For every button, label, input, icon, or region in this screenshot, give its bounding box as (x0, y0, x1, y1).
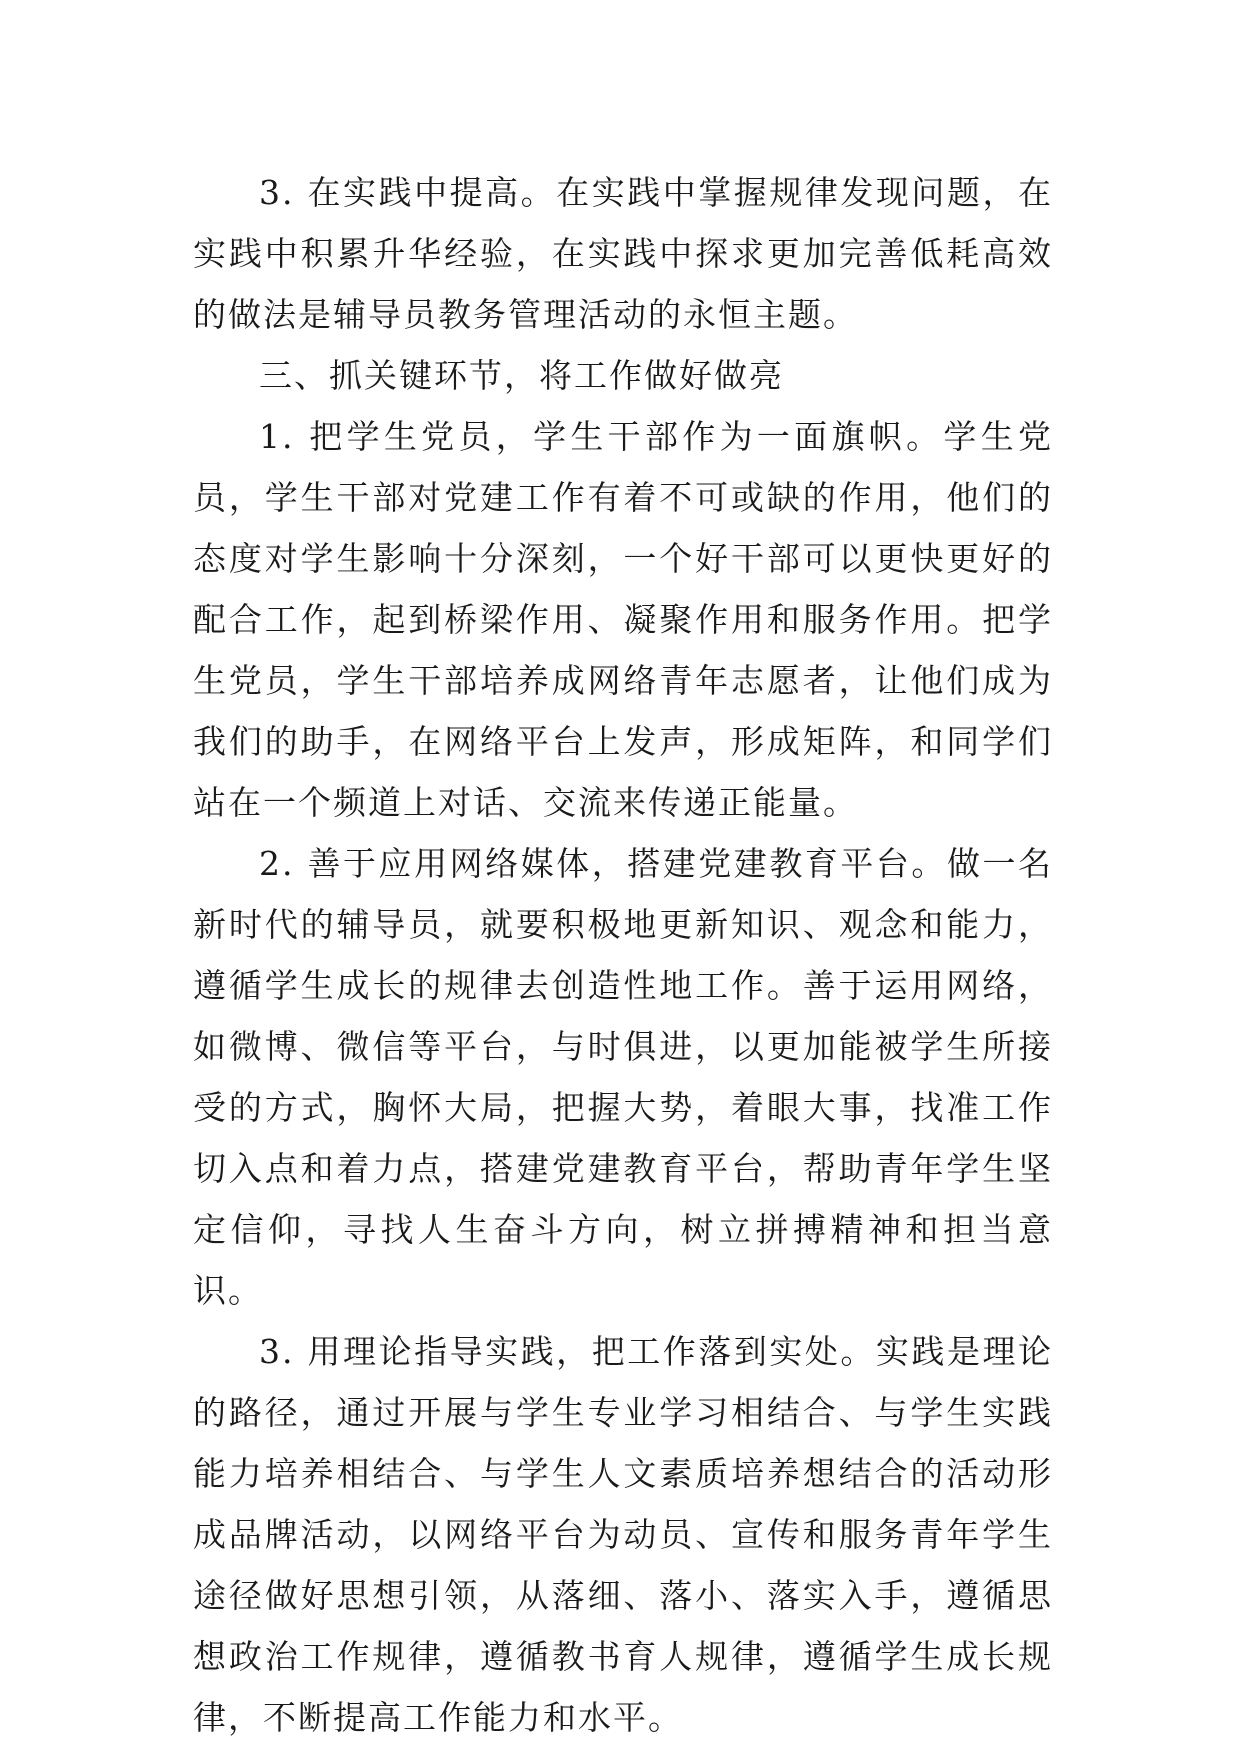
section-heading-key-links: 三、抓关键环节，将工作做好做亮 (259, 356, 784, 395)
paragraph-student-leaders: 1. 把学生党员，学生干部作为一面旗帜。学生党员，学生干部对党建工作有着不可或缺的作用，他们的态度对学生影响十分深刻，一个好干部可以更快更好的配合工作，起到桥梁作用、凝聚作用和服务作用。把学生党员，学生干部培养成网络青年志愿者，让他们成为我们的助手，在网络平台上发声，形成矩阵，和同学们站在一个频道上对话、交流来传递正能量。 (193, 417, 1053, 822)
document-body (193, 162, 1053, 1748)
paragraph-theory-practice: 3. 用理论指导实践，把工作落到实处。实践是理论的路径，通过开展与学生专业学习相结合、与学生实践能力培养相结合、与学生人文素质培养想结合的活动形成品牌活动，以网络平台为动员、宣传和服务青年学生途径做好思想引领，从落细、落小、落实入手，遵循思想政治工作规律，遵循教书育人规律，遵循学生成长规律，不断提高工作能力和水平。 (193, 1332, 1053, 1737)
paragraph-practice-improve: 3. 在实践中提高。在实践中掌握规律发现问题，在实践中积累升华经验，在实践中探求更加完善低耗高效的做法是辅导员教务管理活动的永恒主题。 (193, 173, 1053, 334)
paragraph-network-media: 2. 善于应用网络媒体，搭建党建教育平台。做一名新时代的辅导员，就要积极地更新知识、观念和能力，遵循学生成长的规律去创造性地工作。善于运用网络，如微博、微信等平台，与时俱进，以更加能被学生所接受的方式，胸怀大局，把握大势，着眼大事，找准工作切入点和着力点，搭建党建教育平台，帮助青年学生坚定信仰，寻找人生奋斗方向，树立拼搏精神和担当意识。 (193, 844, 1053, 1310)
